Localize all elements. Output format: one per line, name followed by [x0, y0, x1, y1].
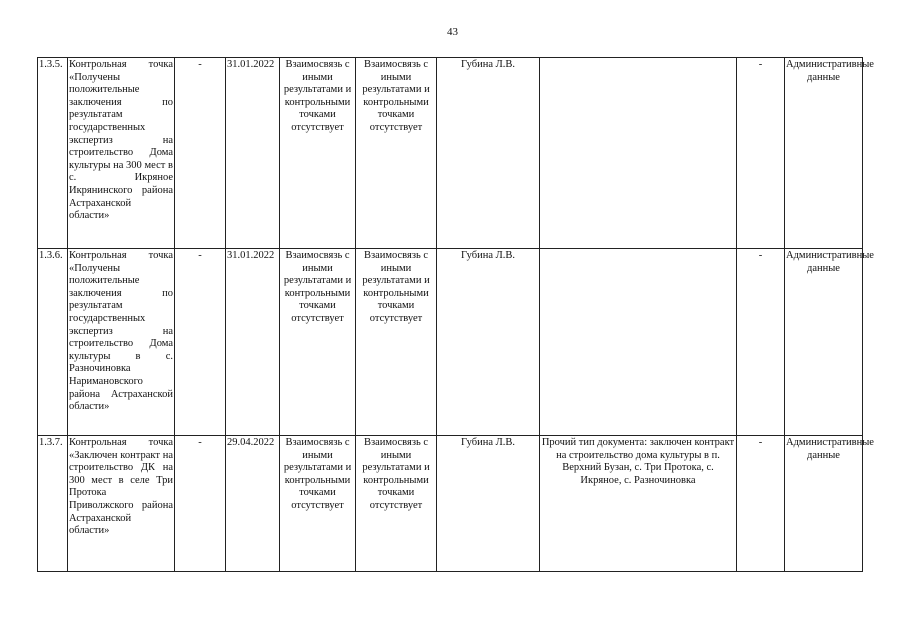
link-with-points: Взаимосвязь с иными результатами и контрольными точками отсутствует — [356, 436, 437, 572]
table-row — [38, 436, 863, 572]
data-source: Административные данные — [785, 58, 863, 249]
control-point-name: Контрольная точка «Заключен контракт на строительство ДК на 300 мест в селе Три Протока Приволжского района Астраханской области» — [68, 436, 175, 572]
deadline-date: 31.01.2022 — [226, 249, 280, 436]
base-value: - — [175, 436, 226, 572]
control-point-name: Контрольная точка «Получены положительные заключения по результатам государственных экспертиз на строительство Дома культуры на 300 мест в с. Икряное Икрянинского района Астраханской области» — [68, 58, 175, 249]
responsible-person: Губина Л.В. — [437, 436, 540, 572]
data-source: Административные данные — [785, 249, 863, 436]
page-number: 43 — [447, 26, 458, 38]
base-value: - — [175, 58, 226, 249]
link-with-points: Взаимосвязь с иными результатами и контрольными точками отсутствует — [356, 249, 437, 436]
link-with-results: Взаимосвязь с иными результатами и контрольными точками отсутствует — [280, 58, 356, 249]
row-number: 1.3.7. — [38, 436, 68, 572]
row-number: 1.3.5. — [38, 58, 68, 249]
responsible-person: Губина Л.В. — [437, 58, 540, 249]
info-system: - — [737, 436, 785, 572]
deadline-date: 31.01.2022 — [226, 58, 280, 249]
table-row — [38, 58, 863, 249]
deadline-date: 29.04.2022 — [226, 436, 280, 572]
control-points-table — [37, 57, 874, 572]
info-system: - — [737, 58, 785, 249]
table-row — [38, 249, 863, 436]
document-type — [540, 58, 737, 249]
document-type — [540, 249, 737, 436]
base-value: - — [175, 249, 226, 436]
responsible-person: Губина Л.В. — [437, 249, 540, 436]
control-point-name: Контрольная точка «Получены положительные заключения по результатам государственных экспертиз на строительство Дома культуры в с. Разночиновка Наримановского района Астраханской области» — [68, 249, 175, 436]
row-number: 1.3.6. — [38, 249, 68, 436]
document-type: Прочий тип документа: заключен контракт на строительство дома культуры в п. Верхний Бузан, с. Три Протока, с. Икряное, с. Разночиновка — [540, 436, 737, 572]
link-with-results: Взаимосвязь с иными результатами и контрольными точками отсутствует — [280, 436, 356, 572]
info-system: - — [737, 249, 785, 436]
link-with-results: Взаимосвязь с иными результатами и контрольными точками отсутствует — [280, 249, 356, 436]
link-with-points: Взаимосвязь с иными результатами и контрольными точками отсутствует — [356, 58, 437, 249]
data-source: Административные данные — [785, 436, 863, 572]
